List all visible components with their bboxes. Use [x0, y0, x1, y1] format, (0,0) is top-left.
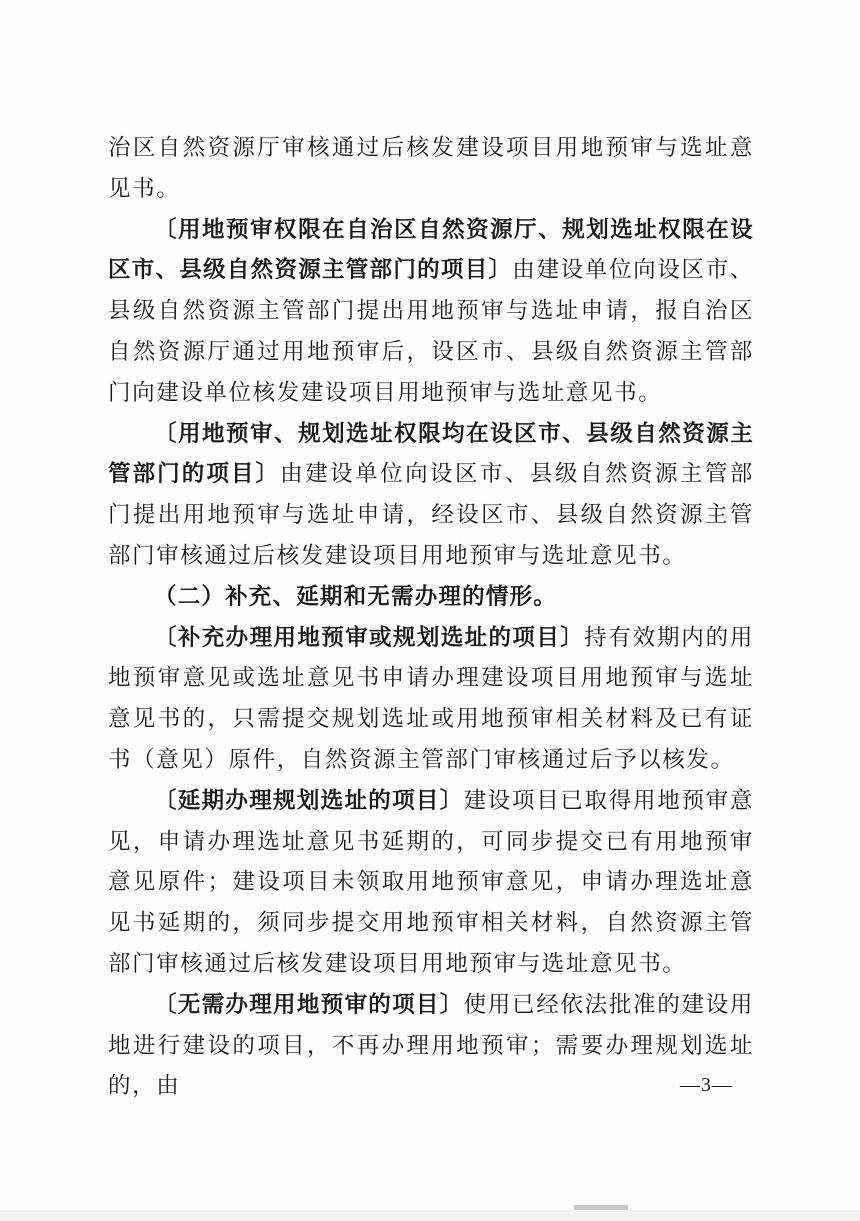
paragraph-city-county-review	[108, 414, 754, 577]
section-heading: 〔用地预审、规划选址权限均在设区市、县级自然资源主管部门的项目〕	[108, 420, 754, 488]
subsection-heading: （二）补充、延期和无需办理的情形。	[154, 583, 557, 610]
paragraph-text: 使用已经依法批准的建设用地进行建设的项目，不再办理用地预审；需要办理规划选址的，由	[108, 991, 754, 1100]
subsection-title	[108, 577, 754, 618]
paragraph-autonomous-region-review	[108, 210, 754, 414]
paragraph-extension-handling	[108, 781, 754, 985]
page-number: —3—	[680, 1074, 733, 1096]
section-heading: 〔用地预审权限在自治区自然资源厅、规划选址权限在设区市、县级自然资源主管部门的项目〕	[108, 216, 754, 284]
paragraph-text: 治区自然资源厅审核通过后核发建设项目用地预审与选址意见书。	[108, 135, 754, 202]
paragraph-text: 由建设单位向设区市、县级自然资源主管部门提出用地预审与选址申请，报自治区自然资源厅通过用地预审后，设区市、县级自然资源主管部门向建设单位核发建设项目用地预审与选址意见书。	[108, 257, 754, 406]
paragraph-text: 持有效期内的用地预审意见或选址意见书申请办理建设项目用地预审与选址意见书的，只需提交规划选址或用地预审相关材料及已有证书（意见）原件，自然资源主管部门审核通过后予以核发。	[108, 624, 754, 773]
section-heading: 〔无需办理用地预审的项目〕	[154, 991, 464, 1018]
paragraph-continuation	[108, 128, 754, 210]
section-heading: 〔延期办理规划选址的项目〕	[154, 787, 464, 814]
section-heading: 〔补充办理用地预审或规划选址的项目〕	[154, 624, 585, 651]
document-body	[108, 128, 754, 1107]
paragraph-text: 建设项目已取得用地预审意见，申请办理选址意见书延期的，可同步提交已有用地预审意见原件；建设项目未领取用地预审意见，申请办理选址意见书延期的，须同步提交用地预审相关材料，自然资源主管部门审核通过后核发建设项目用地预审与选址意见书。	[108, 787, 754, 977]
paragraph-supplementary-handling	[108, 618, 754, 781]
paragraph-text: 由建设单位向设区市、县级自然资源主管部门提出用地预审与选址申请，经设区市、县级自然资源主管部门审核通过后核发建设项目用地预审与选址意见书。	[108, 461, 755, 569]
paragraph-no-review-needed	[108, 985, 754, 1107]
scan-bottom-edge	[0, 1210, 860, 1221]
